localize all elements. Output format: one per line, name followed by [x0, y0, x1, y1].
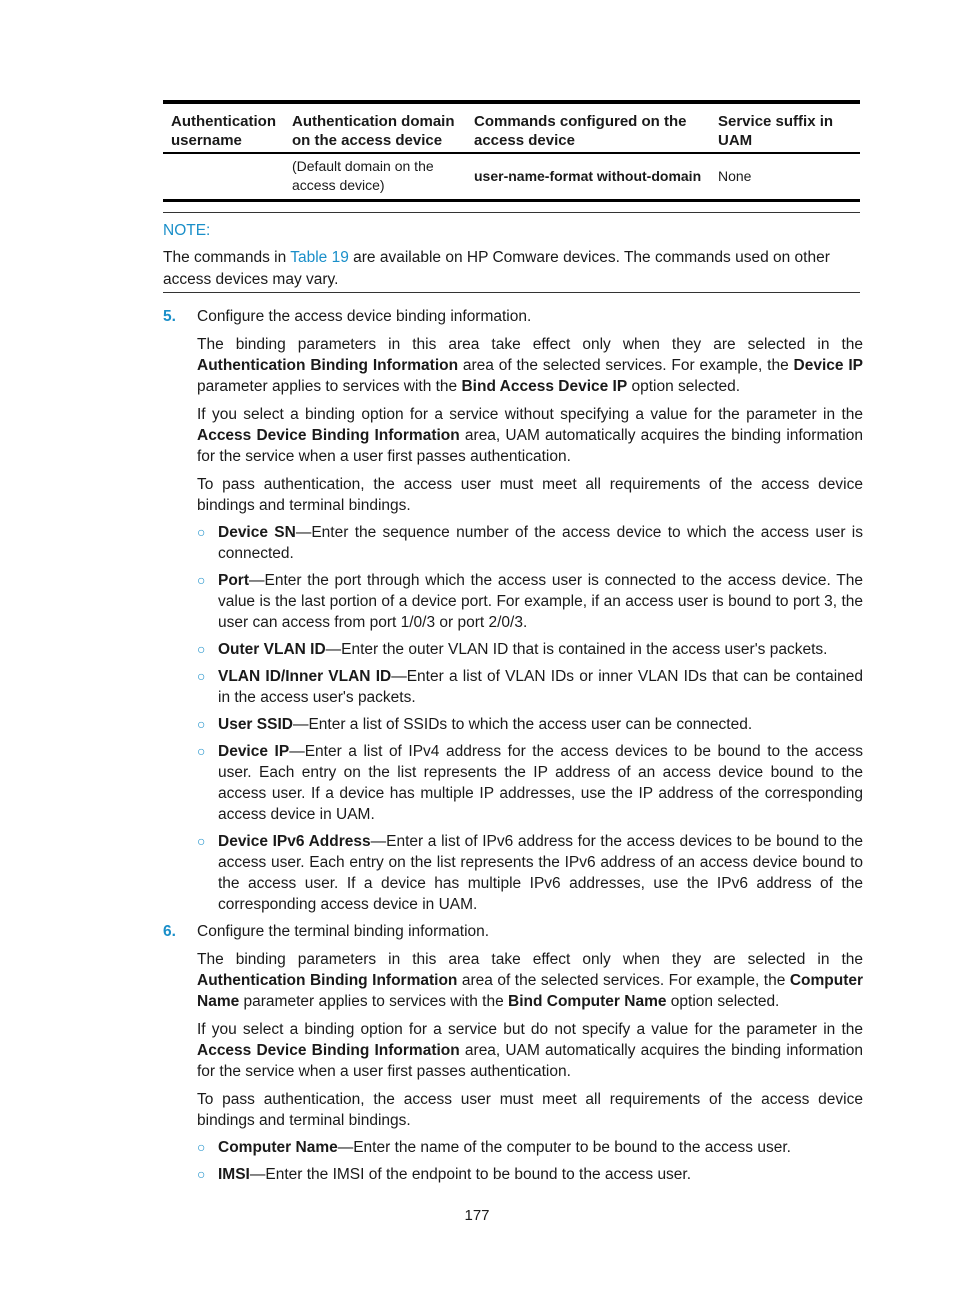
bullet-icon: ○ — [197, 524, 206, 540]
bullet-term: Device IP — [218, 743, 290, 760]
bullet-term: VLAN ID/Inner VLAN ID — [218, 668, 392, 685]
bullet-icon: ○ — [197, 1166, 206, 1182]
step-number: 5. — [163, 308, 176, 325]
text: area, UAM automatically acquires the binding information for the service when a user first passes authentication. — [197, 1042, 863, 1080]
step-title: Configure the terminal binding information. — [197, 923, 490, 940]
step-5 — [163, 306, 863, 327]
bold-term: Access Device Binding Information — [197, 427, 460, 444]
note-text-after: are available on HP Comware devices. The commands used on other access devices may vary. — [163, 249, 830, 288]
main-content — [163, 305, 863, 1185]
bullet-text: —Enter a list of VLAN IDs or inner VLAN IDs that can be contained in the access user's packets. — [218, 668, 863, 706]
step-6 — [163, 921, 863, 942]
bullet-icon: ○ — [197, 716, 206, 732]
list-item — [197, 741, 863, 825]
text: option selected. — [666, 993, 780, 1010]
note-box — [163, 212, 860, 293]
text: If you select a binding option for a service without specifying a value for the parameter in the — [197, 406, 863, 423]
bold-term: Authentication Binding Information — [197, 357, 459, 374]
table-row — [163, 154, 860, 199]
header-service-suffix: Service suffix in UAM — [718, 113, 834, 149]
header-auth-username: Authentication username — [171, 113, 276, 149]
table-bottom-rule — [163, 199, 860, 202]
step6-paragraph-1 — [197, 949, 863, 1012]
text: area of the selected services. For example, the — [457, 972, 790, 989]
step6-paragraph-3: To pass authentication, the access user must meet all requirements of the access device bindings and terminal bindings. — [197, 1091, 863, 1129]
list-item — [197, 1164, 863, 1185]
binding-table — [163, 100, 860, 202]
bullet-term: Device IPv6 Address — [218, 833, 371, 850]
bullet-term: Device SN — [218, 524, 296, 541]
bold-term: Computer Name — [197, 972, 864, 1010]
text: parameter applies to services with the — [197, 378, 462, 395]
bullet-text: —Enter a list of IPv6 address for the access devices to be bound to the access user. Each entry on the list represents the IPv6 address of an access device bound to the access user. If a device has multiple IPv6 addresses, use the IPv6 address of the corresponding access device in UAM. — [218, 833, 863, 913]
text: area of the selected services. For example, the — [458, 357, 794, 374]
list-item — [197, 522, 863, 564]
bullet-icon: ○ — [197, 668, 206, 684]
bullet-term: Computer Name — [218, 1139, 338, 1156]
list-item — [197, 639, 863, 660]
table-header-row — [163, 104, 860, 154]
bold-term: Bind Computer Name — [508, 993, 667, 1010]
cell-command: user-name-format without-domain — [474, 167, 702, 184]
text: option selected. — [627, 378, 741, 395]
cell-auth-domain: (Default domain on the access device) — [292, 158, 434, 193]
note-text-before: The commands in — [163, 249, 291, 266]
text: parameter applies to services with the — [239, 993, 509, 1010]
step-number: 6. — [163, 923, 176, 940]
bullet-text: —Enter a list of IPv4 address for the access devices to be bound to the access user. Each entry on the list represents the IP address of an access device bound to the access user. If a device has multiple IP addresses, use the IP address of the corresponding access device in UAM. — [218, 743, 863, 823]
bullet-text: —Enter the outer VLAN ID that is contained in the access user's packets. — [325, 641, 828, 658]
list-item — [197, 714, 863, 735]
bullet-term: User SSID — [218, 716, 293, 733]
cell-service-suffix: None — [718, 167, 752, 184]
list-item — [197, 666, 863, 708]
list-item — [197, 831, 863, 915]
header-commands: Commands configured on the access device — [474, 113, 687, 149]
step6-paragraph-2 — [197, 1019, 863, 1082]
bullet-text: —Enter the IMSI of the endpoint to be bound to the access user. — [249, 1166, 692, 1183]
note-text — [163, 247, 860, 291]
bullet-term: IMSI — [218, 1166, 250, 1183]
bullet-icon: ○ — [197, 641, 206, 657]
text: If you select a binding option for a service but do not specify a value for the parameter in the — [197, 1021, 863, 1038]
list-item — [197, 570, 863, 633]
table-19-link[interactable]: Table 19 — [290, 249, 349, 266]
bullet-text: —Enter the sequence number of the access device to which the access user is connected. — [218, 524, 863, 562]
list-item — [197, 1137, 863, 1158]
step-title: Configure the access device binding information. — [197, 308, 532, 325]
text: The binding parameters in this area take effect only when they are selected in the — [197, 336, 863, 353]
bold-term: Device IP — [793, 357, 863, 374]
bullet-text: —Enter the name of the computer to be bound to the access user. — [337, 1139, 791, 1156]
bold-term: Authentication Binding Information — [197, 972, 458, 989]
page-number: 177 — [464, 1207, 490, 1224]
bullet-icon: ○ — [197, 1139, 206, 1155]
step5-paragraph-3: To pass authentication, the access user must meet all requirements of the access device bindings and terminal bindings. — [197, 476, 863, 514]
bullet-icon: ○ — [197, 743, 206, 759]
step5-paragraph-1 — [197, 334, 863, 397]
bullet-icon: ○ — [197, 833, 206, 849]
bullet-icon: ○ — [197, 572, 206, 588]
bullet-text: —Enter a list of SSIDs to which the access user can be connected. — [292, 716, 753, 733]
text: area, UAM automatically acquires the binding information for the service when a user first passes authentication. — [197, 427, 863, 465]
text: The binding parameters in this area take effect only when they are selected in the — [197, 951, 863, 968]
bold-term: Access Device Binding Information — [197, 1042, 460, 1059]
bold-term: Bind Access Device IP — [461, 378, 628, 395]
note-label: NOTE: — [163, 222, 211, 239]
bullet-term: Outer VLAN ID — [218, 641, 326, 658]
bullet-text: —Enter the port through which the access user is connected to the access device. The value is the last portion of a device port. For example, if an access user is bound to port 3, the user can access from port 1/0/3 or port 2/0/3. — [218, 572, 863, 631]
header-auth-domain: Authentication domain on the access device — [292, 113, 455, 149]
bullet-term: Port — [218, 572, 249, 589]
step5-paragraph-2 — [197, 404, 863, 467]
